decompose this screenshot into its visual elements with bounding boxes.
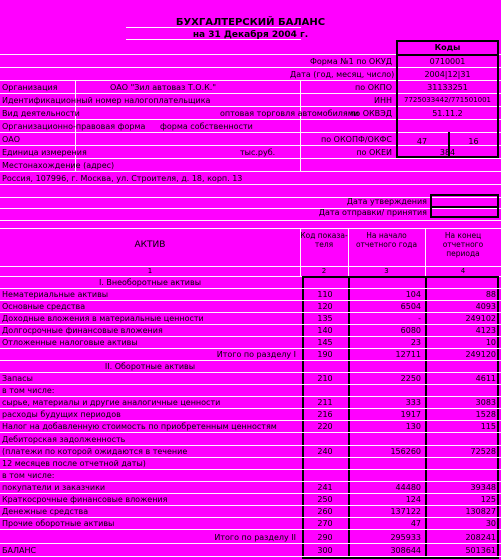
sent-label: Дата отправки/ принятия: [318, 208, 427, 217]
row-line: [0, 445, 501, 446]
date-label: Дата (год, месяц, число): [290, 70, 395, 79]
row-end-value: 130827: [465, 507, 496, 516]
row-line: [0, 493, 501, 494]
codes-header: Коды: [434, 43, 461, 52]
row-start-value: 333: [405, 398, 421, 407]
title-underline: [126, 27, 301, 28]
row-code: 240: [317, 447, 333, 456]
approval-box-line: [430, 206, 499, 208]
row-label: Отложенные налоговые активы: [2, 338, 138, 347]
col-num-3: 3: [384, 267, 389, 275]
row-line: [0, 324, 501, 325]
row-label: расходы будущих периодов: [2, 410, 121, 419]
row-code: 211: [317, 398, 333, 407]
row-line: [0, 336, 501, 337]
row-line: [0, 505, 501, 506]
row-label: Запасы: [2, 374, 33, 383]
row-end-value: 72528: [470, 447, 496, 456]
row-line: [0, 288, 501, 289]
row-line: [0, 360, 501, 361]
subtitle-underline: [126, 39, 301, 40]
date-value: 2004|12|31: [424, 70, 471, 79]
address-label: Местонахождение (адрес): [2, 161, 115, 170]
row-end-value: 30: [485, 519, 496, 528]
okpo-value: 31133251: [427, 83, 468, 92]
row-start-value: 12711: [395, 350, 421, 359]
row-line: [0, 171, 501, 172]
row-code: 140: [317, 326, 333, 335]
start-header: На начало отчетного года: [355, 231, 418, 249]
row-label: покупатели и заказчики: [2, 483, 106, 492]
row-start-value: 308644: [390, 546, 421, 555]
okfs-value: 16: [468, 137, 479, 146]
row-line: [0, 457, 501, 458]
row-code: 241: [317, 483, 333, 492]
row-end-value: 208241: [465, 533, 496, 542]
activity-value: оптовая торговля автомобилями: [220, 109, 359, 118]
row-line: [0, 408, 501, 409]
row-label: сырье, материалы и другие аналогичные ценности: [2, 398, 221, 407]
row-label: Краткосрочные финансовые вложения: [2, 495, 168, 504]
row-line: [0, 348, 501, 349]
row-label: (платежи по которой ожидаются в течение: [2, 447, 188, 456]
section-title: I. Внеоборотные активы: [98, 278, 202, 287]
row-label: Дебиторская задолженность: [2, 435, 126, 444]
row-code: 270: [317, 519, 333, 528]
page-title: БУХГАЛТЕРСКИЙ БАЛАНС: [175, 17, 326, 28]
row-label: Нематериальные активы: [2, 290, 109, 299]
okei-value: 384: [439, 148, 456, 157]
row-line: [0, 420, 501, 421]
row-start-value: 23: [410, 338, 421, 347]
row-start-value: -: [418, 314, 421, 323]
okopf-value: 47: [416, 137, 428, 146]
row-label: Долгосрочные финансовые вложения: [2, 326, 163, 335]
row-line: [0, 396, 501, 397]
opf-value-text: ОАО: [2, 135, 21, 144]
col-num-1: 1: [147, 267, 153, 275]
row-line: [0, 469, 501, 470]
row-line: [0, 312, 501, 313]
row-start-value: 124: [405, 495, 421, 504]
org-label: Организация: [2, 83, 58, 92]
row-end-value: 501361: [465, 546, 496, 555]
aktiv-header: АКТИВ: [134, 240, 166, 250]
row-line: [0, 184, 501, 185]
row-end-value: 3083: [475, 398, 496, 407]
row-end-value: 4611: [475, 374, 496, 383]
row-label: Доходные вложения в материальные ценности: [2, 314, 204, 323]
row-code: 190: [317, 350, 333, 359]
row-line: [0, 543, 501, 544]
row-start-value: 295933: [390, 533, 421, 542]
okved-value: 51.11.2: [432, 109, 463, 118]
row-end-value: 249102: [465, 314, 496, 323]
row-code: 110: [317, 290, 333, 299]
col-num-4: 4: [460, 267, 466, 275]
unit-label: Единица измерения: [2, 148, 87, 157]
row-end-value: 88: [485, 290, 496, 299]
row-label: Основные средства: [2, 302, 86, 311]
total-label: БАЛАНС: [2, 546, 37, 555]
inn-label: ИНН: [373, 96, 392, 105]
row-label: Денежные средства: [2, 507, 89, 516]
row-start-value: 156260: [390, 447, 421, 456]
section-title: II. Оборотные активы: [104, 362, 196, 371]
row-code: 216: [317, 410, 333, 419]
row-start-value: 137122: [390, 507, 421, 516]
row-end-value: 4093: [475, 302, 496, 311]
row-line: [0, 529, 501, 530]
row-line: [0, 481, 501, 482]
row-start-value: 6080: [400, 326, 421, 335]
okopf-label: по ОКОПФ/ОКФС: [321, 135, 392, 144]
row-label: Прочие оборотные активы: [2, 519, 115, 528]
row-code: 220: [317, 422, 333, 431]
row-code: 260: [317, 507, 333, 516]
row-code: 145: [317, 338, 333, 347]
okpo-label: по ОКПО: [355, 83, 392, 92]
row-label: Налог на добавленную стоимость по приобретенным ценностям: [2, 422, 277, 431]
inn-row-label: Идентификационный номер налогоплательщика: [2, 96, 211, 105]
row-line: [0, 372, 501, 373]
row-end-value: 125: [480, 495, 496, 504]
row-code: 210: [317, 374, 333, 383]
inn-value: 7725033442/771501001: [404, 96, 491, 104]
row-line: [0, 517, 501, 518]
row-end-value: 1528: [475, 410, 496, 419]
row-code: 120: [317, 302, 333, 311]
row-line: [0, 384, 501, 385]
address-value: Россия, 107996, г. Москва, ул. Строителя, д. 18, корп. 13: [2, 174, 243, 183]
okei-label: по ОКЕИ: [356, 148, 392, 157]
row-start-value: 6504: [400, 302, 421, 311]
row-line: [0, 432, 501, 433]
row-end-value: 39348: [470, 483, 496, 492]
row-line: [0, 556, 501, 557]
row-code: 300: [317, 546, 333, 555]
row-line: [0, 220, 501, 221]
row-start-value: 104: [405, 290, 421, 299]
okved-label: по ОКВЭД: [350, 109, 392, 118]
total-label: Итого по разделу II: [214, 533, 296, 542]
row-start-value: 44480: [395, 483, 421, 492]
approved-label: Дата утверждения: [346, 197, 427, 206]
codes-box-line: [396, 54, 499, 56]
row-label: в том числе:: [2, 386, 55, 395]
row-label: 12 месяцев после отчетной даты): [2, 459, 146, 468]
code-header: Код показа-теля: [300, 231, 348, 249]
row-end-value: 4123: [475, 326, 496, 335]
row-end-value: 115: [480, 422, 496, 431]
row-start-value: 2250: [400, 374, 421, 383]
row-code: 290: [317, 533, 333, 542]
row-line: [0, 300, 501, 301]
row-code: 250: [317, 495, 333, 504]
row-start-value: 47: [410, 519, 421, 528]
row-start-value: 1917: [400, 410, 421, 419]
ownership-label: форма собственности: [160, 122, 253, 131]
unit-value: тыс.руб.: [240, 148, 276, 157]
page-subtitle: на 31 Декабря 2004 г.: [192, 30, 309, 40]
col-line: [300, 80, 301, 171]
row-start-value: 130: [405, 422, 421, 431]
end-header: На конец отчетного периода: [442, 231, 484, 258]
okud-value: 0710001: [429, 57, 466, 66]
activity-label: Вид деятельности: [2, 109, 80, 118]
total-label: Итого по разделу I: [216, 350, 296, 359]
okud-label: Форма №1 по ОКУД: [309, 57, 392, 66]
org-name: ОАО "Зил автоваз Т.О.К.": [110, 83, 217, 92]
row-end-value: 10: [485, 338, 496, 347]
col-num-2: 2: [321, 267, 327, 275]
row-end-value: 249120: [465, 350, 496, 359]
opf-label: Организационно-правовая форма: [2, 122, 146, 131]
row-label: в том числе:: [2, 471, 55, 480]
row-code: 135: [317, 314, 333, 323]
